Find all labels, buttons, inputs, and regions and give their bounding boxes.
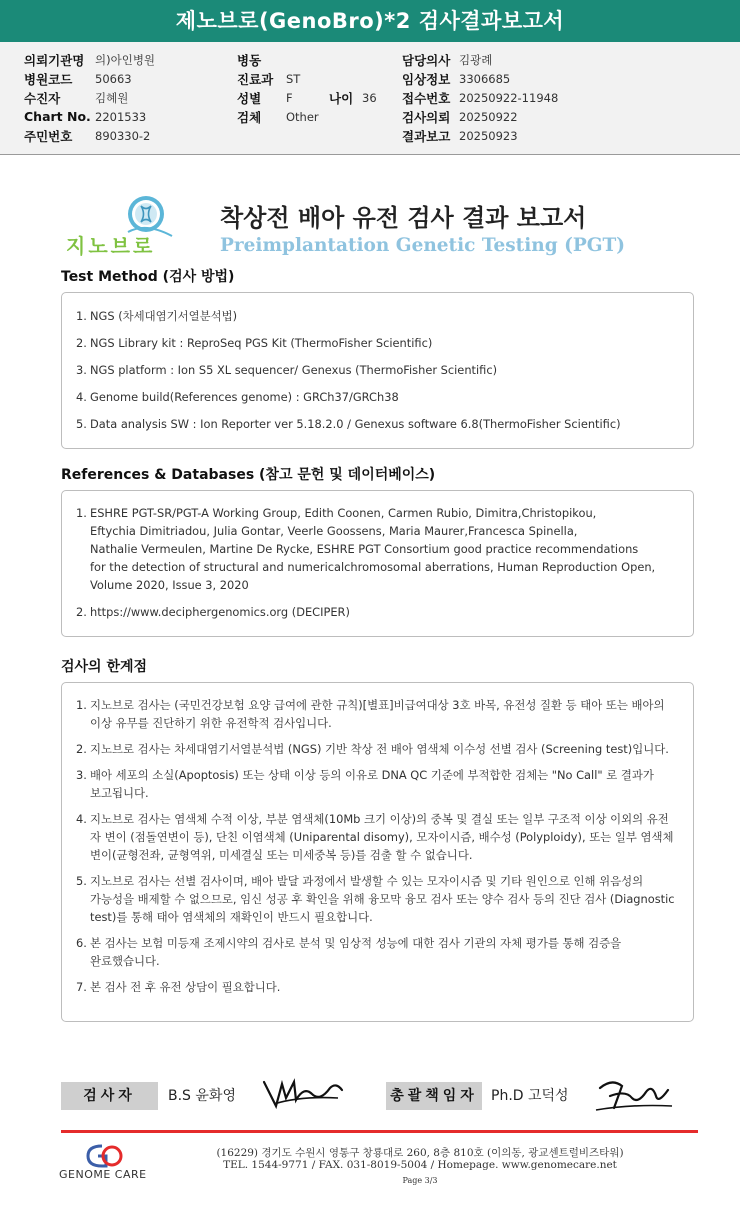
value-requesting-institution: 의)아인병원 (95, 52, 156, 67)
value-doctor: 김광례 (459, 52, 493, 67)
list-item: 3. 배아 세포의 소실(Apoptosis) 또는 상태 이상 등의 이유로 DNA QC 기준에 부적합한 검체는 "No Call" 로 결과가 보고됩니다. (76, 768, 654, 800)
list-item: 1. 지노브로 검사는 (국민건강보험 요양 급여에 관한 규칙)[별표]비급여대상 3호 바목, 유전성 질환 등 태아 또는 배아의 이상 유무를 진단하기 위한 유전학적 검사입니다. (76, 698, 665, 730)
label-doctor: 담당의사 (402, 52, 451, 68)
label-test-requested: 검사의뢰 (402, 109, 451, 125)
list-item: 6. 본 검사는 보험 미등재 조제시약의 검사로 분석 및 임상적 성능에 대한 검사 기관의 자체 평가를 통해 검증을 완료했습니다. (76, 936, 622, 968)
examiner-label: 검사자 (61, 1082, 158, 1110)
patient-info-col1 (24, 50, 155, 145)
footer-divider (61, 1130, 698, 1133)
label-clinical-info: 임상정보 (402, 71, 451, 87)
patient-info-panel (0, 42, 740, 155)
references-box (61, 490, 694, 637)
report-subtitle: Preimplantation Genetic Testing (PGT) (220, 235, 626, 256)
director-name: Ph.D 고덕성 (491, 1088, 569, 1104)
report-title: 착상전 배아 유전 검사 결과 보고서 (220, 204, 587, 232)
genome-care-logo-icon (82, 1142, 126, 1170)
section-title-references: References & Databases (참고 문헌 및 데이터베이스) (61, 467, 436, 483)
list-item: 7. 본 검사 전 후 유전 상담이 필요합니다. (76, 980, 281, 994)
test-method-box (61, 292, 694, 449)
references-list (76, 504, 683, 621)
label-department: 진료과 (237, 71, 274, 87)
list-item: 1. NGS (차세대염기서열분석법) (76, 309, 238, 323)
limitations-box (61, 682, 694, 1022)
label-result-reported: 결과보고 (402, 128, 451, 144)
value-hospital-code: 50663 (95, 71, 132, 86)
value-receipt-no: 20250922-11948 (459, 90, 559, 105)
list-item: 4. 지노브로 검사는 염색체 수적 이상, 부분 염색체(10Mb 크기 이상)의 중복 및 결실 또는 일부 구조적 이상 이외의 유전 자 변이 (점돌연변이 등), 단친 이염색체 (Uniparental disomy), 모자이시즘, 배수성 (Polyploidy), 또는 일부 염색체 변이(균형전좌, 균형역위, 미세결실 또는 미세중복 등)를 검출 할 수 없습니다. (76, 812, 674, 862)
genobro-logo (62, 192, 182, 256)
value-specimen: Other (286, 109, 319, 124)
label-age: 나이 (329, 90, 354, 106)
list-item: 5. Data analysis SW : Ion Reporter ver 5.18.2.0 / Genexus software 6.8(ThermoFisher Scientific) (76, 417, 621, 431)
report-header-title: 제노브로(GenoBro)*2 검사결과보고서 (0, 0, 740, 42)
director-label: 총괄책임자 (386, 1082, 482, 1110)
patient-info-col2 (237, 50, 377, 126)
label-patient-name: 수진자 (24, 90, 61, 106)
footer-address: (16229) 경기도 수원시 영통구 창룡대로 260, 8층 810호 (이의동, 광교센트럴비즈타워) (216, 1147, 624, 1159)
list-item: 2. https://www.deciphergenomics.org (DECIPER) (76, 605, 350, 619)
list-item: 2. NGS Library kit : ReproSeq PGS Kit (ThermoFisher Scientific) (76, 336, 433, 350)
value-resident-no: 890330-2 (95, 128, 151, 143)
label-sex: 성별 (237, 90, 262, 106)
section-title-limitations: 검사의 한계점 (61, 659, 148, 675)
genobro-logo-text: 지노브로 (66, 234, 156, 258)
value-age: 36 (362, 90, 377, 105)
list-item: 3. NGS platform : Ion S5 XL sequencer/ Genexus (ThermoFisher Scientific) (76, 363, 498, 377)
director-signature (592, 1074, 676, 1114)
limitations-list (76, 696, 683, 996)
label-hospital-code: 병원코드 (24, 71, 73, 87)
value-test-requested: 20250922 (459, 109, 518, 124)
list-item: 1. ESHRE PGT-SR/PGT-A Working Group, Edith Coonen, Carmen Rubio, Dimitra,Christopikou, Eftychia Dimitriadou, Julia Gontar, Veerle Goossens, Maria Maurer,Francesca Spinella, Nathalie Vermeulen, Martine De Rycke, ESHRE PGT Consortium good practice recommendations for the detection of structural and numericalchromosomal aberrations, Human Reproduction Open, Volume 2020, Issue 3, 2020 (76, 506, 656, 592)
list-item: 4. Genome build(References genome) : GRCh37/GRCh38 (76, 390, 399, 404)
genome-care-logo-text: GENOME CARE (59, 1168, 147, 1181)
section-title-test-method: Test Method (검사 방법) (61, 269, 235, 285)
label-receipt-no: 접수번호 (402, 90, 451, 106)
test-method-list (76, 307, 683, 433)
examiner-signature (260, 1076, 346, 1112)
label-resident-no: 주민번호 (24, 128, 73, 144)
value-clinical-info: 3306685 (459, 71, 511, 86)
label-ward: 병동 (237, 52, 262, 68)
value-patient-name: 김혜원 (95, 90, 129, 105)
list-item: 5. 지노브로 검사는 선별 검사이며, 배아 발달 과정에서 발생할 수 있는 모자이시즘 및 기타 원인으로 인해 위음성의 가능성을 배제할 수 없으므로, 임신 성공 후 확인을 위해 융모막 융모 검사 또는 양수 검사 등의 진단 검사 (Diagnostic test)를 통해 태아 염색체의 재확인이 반드시 필요합니다. (76, 874, 675, 924)
list-item: 2. 지노브로 검사는 차세대염기서열분석법 (NGS) 기반 착상 전 배아 염색체 이수성 선별 검사 (Screening test)입니다. (76, 742, 669, 756)
value-result-reported: 20250923 (459, 128, 518, 143)
value-chart-no: 2201533 (95, 109, 147, 124)
examiner-name: B.S 윤화영 (168, 1088, 236, 1104)
value-sex: F (286, 90, 293, 105)
footer-page-number: Page 3/3 (402, 1176, 438, 1185)
label-chart-no: Chart No. (24, 109, 91, 124)
patient-info-col3 (402, 50, 558, 145)
label-specimen: 검체 (237, 109, 262, 125)
label-requesting-institution: 의뢰기관명 (24, 52, 85, 68)
footer-contact: TEL. 1544-9771 / FAX. 031-8019-5004 / Homepage. www.genomecare.net (223, 1159, 617, 1171)
value-department: ST (286, 71, 301, 86)
